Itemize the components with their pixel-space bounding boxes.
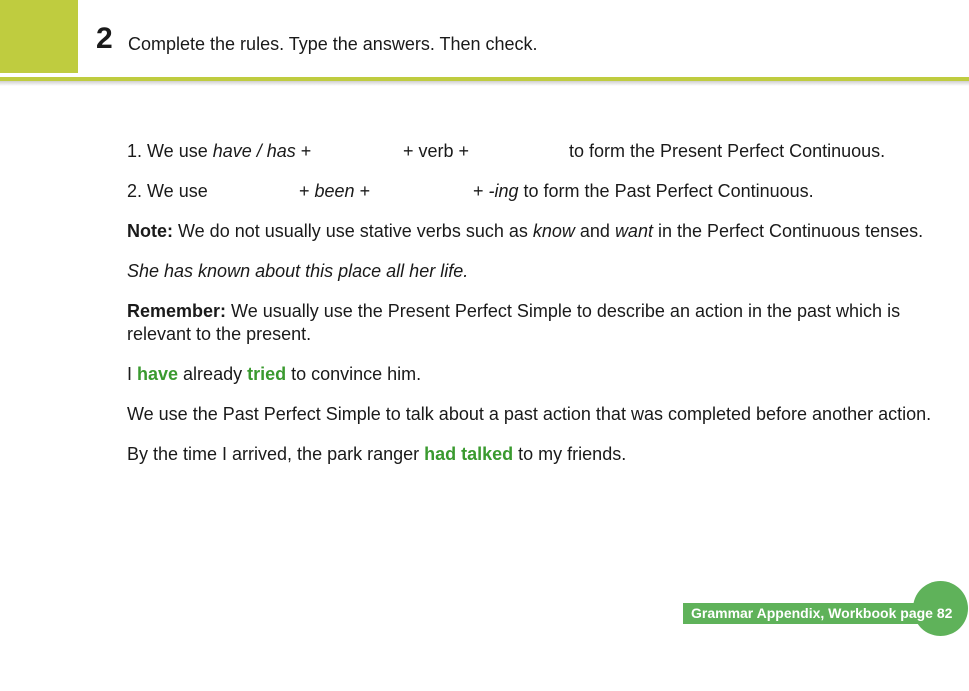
grammar-appendix-link[interactable]: Grammar Appendix, Workbook page 82: [691, 605, 953, 621]
note: Note: We do not usually use stative verbs such as know and want in the Perfect Continuous tenses.: [127, 221, 924, 241]
rule-2: [127, 181, 917, 205]
header-shadow: [0, 81, 969, 86]
exercise-instruction: Complete the rules. Type the answers. Then check.: [128, 34, 538, 54]
note-label: Note:: [127, 221, 173, 241]
rule-2-answer-blank-2[interactable]: [383, 181, 471, 201]
rule-1-middle: + verb +: [403, 141, 470, 161]
rule-1-answer-blank-2[interactable]: [479, 141, 567, 161]
rule-1: [127, 141, 917, 165]
highlight-had-talked: had talked: [424, 444, 514, 464]
rule-1-answer-blank-1[interactable]: [311, 141, 401, 161]
rule-2-answer-blank-1[interactable]: [211, 181, 297, 201]
example-sentence-3: By the time I arrived, the park ranger had talked to my friends.: [127, 444, 627, 464]
highlight-have: have: [137, 364, 179, 384]
example-sentence-2: I have already tried to convince him.: [127, 364, 422, 384]
highlight-tried: tried: [247, 364, 287, 384]
header-accent-block: [0, 0, 78, 73]
example-sentence-1: She has known about this place all her life.: [127, 261, 469, 281]
rule-1-end: to form the Present Perfect Continuous.: [569, 141, 886, 161]
remember-note: Remember: We usually use the Present Perfect Simple to describe an action in the past which is relevant to the present.: [127, 301, 901, 344]
remember-label: Remember:: [127, 301, 227, 321]
exercise-number: 2: [96, 22, 113, 55]
rule-2-been: + been +: [299, 181, 371, 201]
past-perfect-rule: We use the Past Perfect Simple to talk about a past action that was completed before another action.: [127, 404, 932, 424]
rule-2-end: + -ing to form the Past Perfect Continuous.: [473, 181, 814, 201]
rule-2-start: 2. We use: [127, 181, 208, 201]
rule-1-start: 1. We use have / has +: [127, 141, 312, 161]
exercise-header: [0, 0, 969, 84]
